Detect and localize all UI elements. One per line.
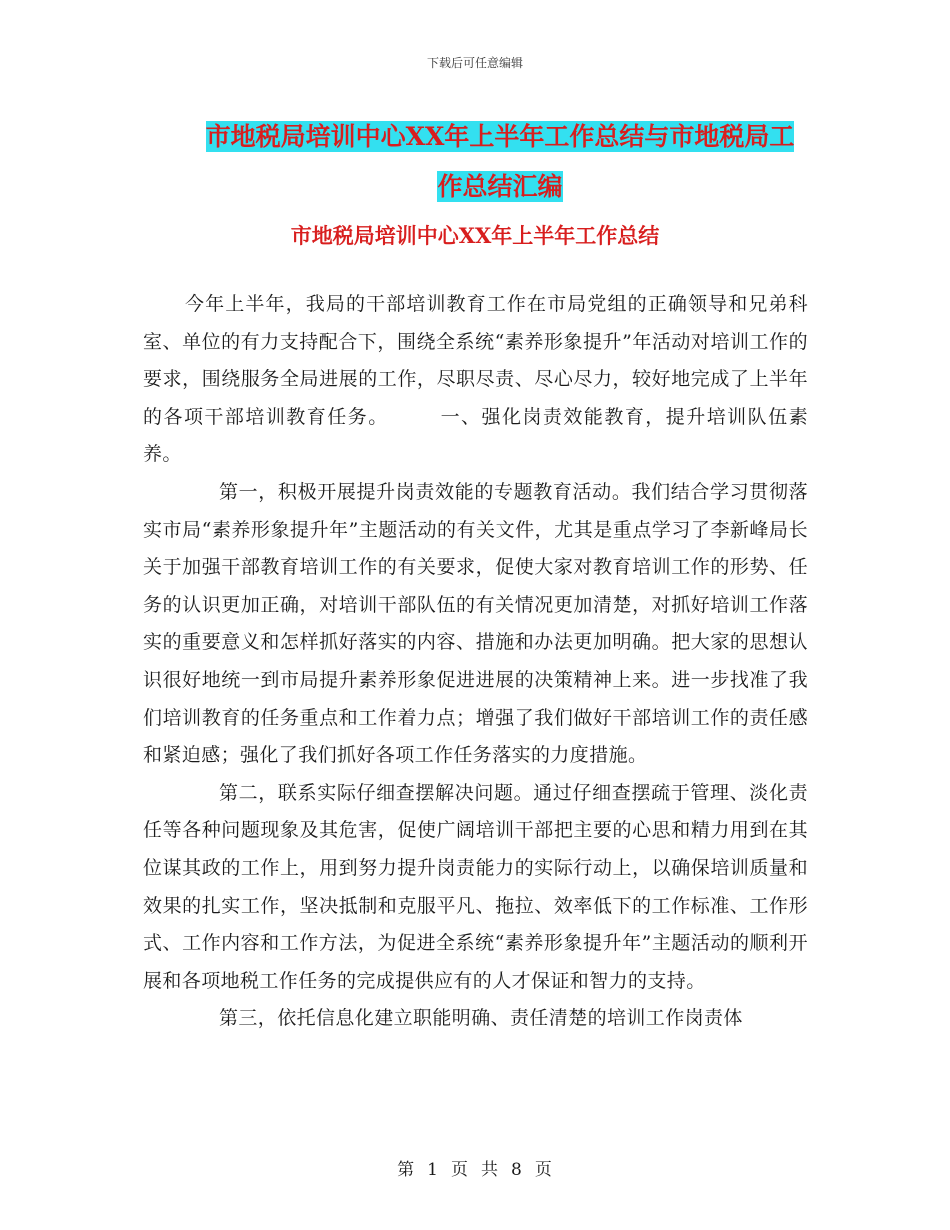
paragraph-first: 第一，积极开展提升岗责效能的专题教育活动。我们结合学习贯彻落实市局“素养形象提升年”主题活动的有关文件，尤其是重点学习了李新峰局长关于加强干部教育培训工作的有关要求，促使大家对教育培训工作的形势、任务的认识更加正确，对培训干部队伍的有关情况更加清楚，对抓好培训工作落实的重要意义和怎样抓好落实的内容、措施和办法更加明确。把大家的思想认识很好地统一到市局提升素养形象促进进展的决策精神上来。进一步找准了我们培训教育的任务重点和工作着力点；增强了我们做好干部培训工作的责任感和紧迫感；强化了我们抓好各项工作任务落实的力度措施。 [143, 480, 808, 767]
total-page-count: 8 [511, 1160, 523, 1180]
current-page-number: 1 [427, 1160, 439, 1180]
footer-label: 页 [451, 1160, 469, 1180]
section-title: 市地税局培训中心XX年上半年工作总结 [290, 223, 660, 248]
document-title-line-2: 作总结汇编 [437, 172, 563, 201]
document-title [150, 112, 850, 212]
document-title-line-1: 市地税局培训中心XX年上半年工作总结与市地税局工 [205, 122, 795, 151]
footer-label: 页 [534, 1160, 553, 1180]
paragraph-third: 第三，依托信息化建立职能明确、责任清楚的培训工作岗责体 [219, 1007, 743, 1030]
paragraph-second: 第二，联系实际仔细查摆解决问题。通过仔细查摆疏于管理、淡化责任等各种问题现象及其危害，促使广阔培训干部把主要的心思和精力用到在其位谋其政的工作上，用到努力提升岗责能力的实际行动上，以确保培训质量和效果的扎实工作，坚决抵制和克服平凡、拖拉、效率低下的工作标准、工作形式、工作内容和工作方法，为促进全系统“素养形象提升年”主题活动的顺利开展和各项地税工作任务的完成提供应有的人才保证和智力的支持。 [143, 781, 808, 992]
footer-label: 第 [397, 1160, 416, 1180]
paragraph-intro: 今年上半年，我局的干部培训教育工作在市局党组的正确领导和兄弟科室、单位的有力支持配合下，围绕全系统“素养形象提升”年活动对培训工作的要求，围绕服务全局进展的工作，尽职尽责、尽心尽力，较好地完成了上半年的各项干部培训教育任务。 一、强化岗责效能教育，提升培训队伍素养。 [143, 293, 808, 466]
document-body [143, 286, 808, 1038]
footer-label: 共 [481, 1160, 499, 1180]
page-header-note: 下载后可任意编辑 [426, 56, 523, 70]
page-footer [0, 1155, 950, 1180]
